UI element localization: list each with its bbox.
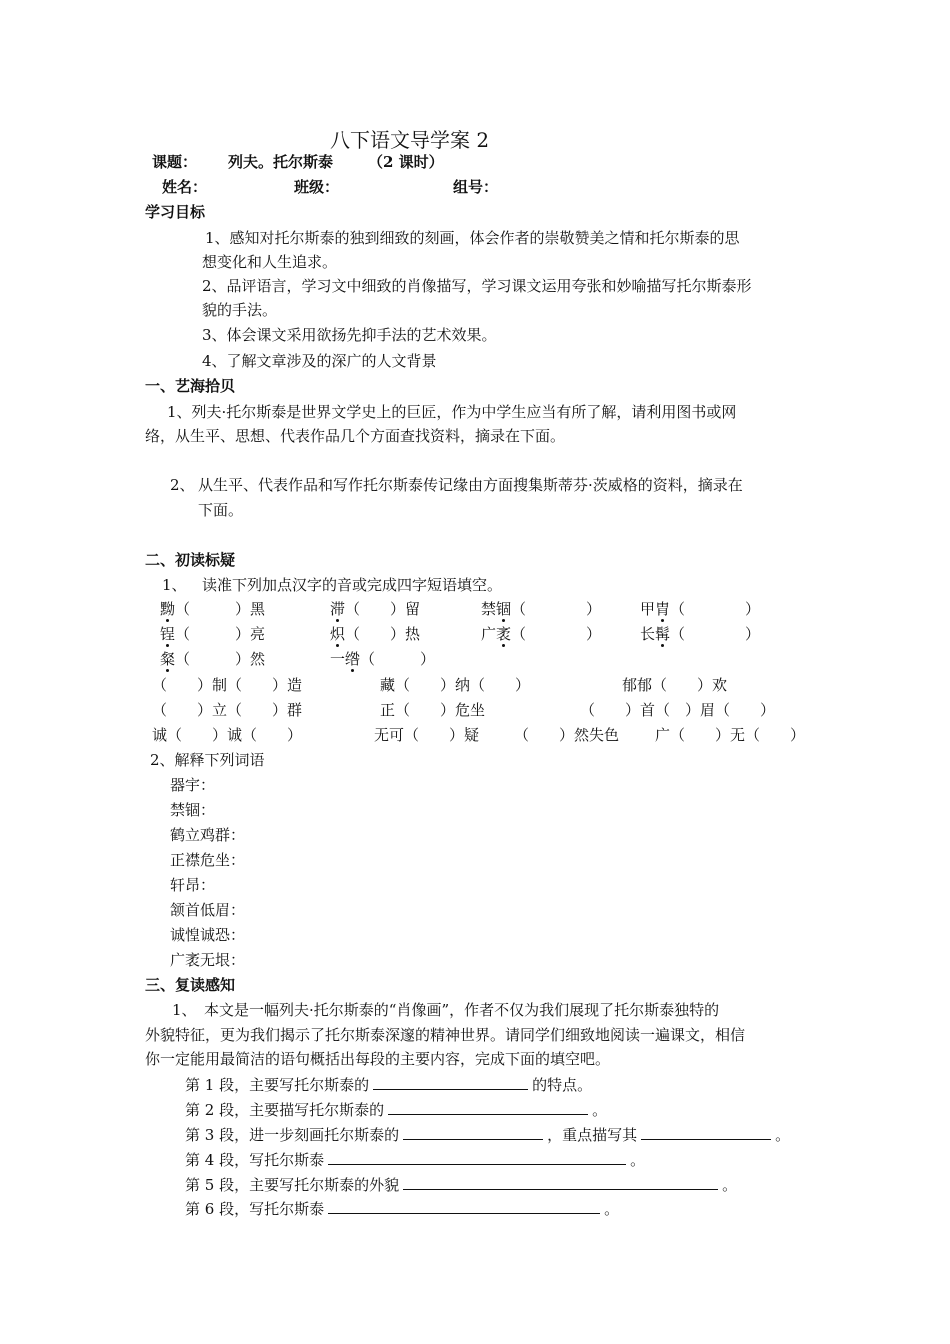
- dotted-char: 炽: [330, 625, 346, 643]
- pinyin-blank: （ ）热: [345, 625, 421, 643]
- fill-suffix: 。: [592, 1101, 608, 1119]
- section-1-paragraph-1-line-1: 1、列夫·托尔斯泰是世界文学史上的巨匠，作为中学生应当有所了解，请利用图书或网: [167, 403, 737, 421]
- pinyin-item: [640, 625, 760, 643]
- page-title: 八下语文导学案 2: [330, 128, 490, 152]
- pinyin-item: [160, 600, 265, 618]
- dotted-char: 粲: [160, 650, 176, 668]
- fill-prefix: 第 5 段，主要写托尔斯泰的外貌: [185, 1176, 400, 1194]
- fill-prefix: 第 4 段，写托尔斯泰: [185, 1151, 325, 1169]
- objective-2-line-2: 貌的手法。: [202, 301, 278, 319]
- phrase-fill: 正（ ）危坐: [380, 701, 486, 719]
- pinyin-blank: （ ）: [670, 625, 761, 643]
- section-1-paragraph-2-line-1: 从生平、代表作品和写作托尔斯泰传记缘由方面搜集斯蒂芬·茨威格的资料，摘录在: [198, 476, 743, 494]
- phrase-fill: 诚（ ）诚（ ）: [152, 726, 303, 744]
- word-item: 广袤无垠：: [170, 951, 246, 969]
- phrase-fill: 藏（ ）纳（ ）: [380, 676, 531, 694]
- fill-line-2: [185, 1100, 607, 1119]
- dotted-char: 黝: [160, 600, 176, 618]
- section-3-paragraph-line-3: 你一定能用最简洁的语句概括出每段的主要内容，完成下面的填空吧。: [145, 1050, 611, 1068]
- pinyin-item: [640, 600, 760, 618]
- fill-prefix: 第 3 段，进一步刻画托尔斯泰的: [185, 1126, 400, 1144]
- answer-blank[interactable]: [373, 1075, 528, 1090]
- pinyin-item: [330, 650, 435, 668]
- plain-char: 长: [640, 625, 656, 643]
- pinyin-blank: （ ）: [670, 600, 761, 618]
- section-3-heading: 三、复读感知: [145, 976, 236, 994]
- word-item: 轩昂：: [170, 876, 216, 894]
- dotted-char: 锃: [160, 625, 176, 643]
- lesson-periods: （2 课时）: [368, 153, 444, 171]
- dotted-char: 胄: [655, 600, 671, 618]
- section-2-heading: 二、初读标疑: [145, 551, 236, 569]
- question-1-text: 读准下列加点汉字的音或完成四字短语填空。: [202, 576, 503, 594]
- word-item: 器宇：: [170, 776, 216, 794]
- fill-suffix: 。: [722, 1176, 738, 1194]
- pinyin-item: [330, 600, 420, 618]
- plain-char: 广: [481, 625, 497, 643]
- phrase-fill: 广（ ）无（ ）: [655, 726, 806, 744]
- word-item: 颔首低眉：: [170, 901, 246, 919]
- question-1-number: 1、: [162, 576, 187, 594]
- fill-line-3: [185, 1125, 790, 1144]
- fill-line-1: [185, 1075, 592, 1094]
- dotted-char: 袤: [496, 625, 512, 643]
- dotted-char: 绺: [345, 650, 361, 668]
- answer-blank[interactable]: [641, 1125, 771, 1140]
- objectives-heading: 学习目标: [145, 203, 206, 221]
- word-item: 正襟危坐：: [170, 851, 246, 869]
- phrase-fill: （ ）制（ ）造: [152, 676, 303, 694]
- pinyin-blank: （ ）留: [345, 600, 421, 618]
- fill-line-4: [185, 1150, 645, 1169]
- objective-3: 3、体会课文采用欲扬先抑手法的艺术效果。: [202, 326, 497, 344]
- pinyin-blank: （ ）黑: [175, 600, 266, 618]
- lesson-value: 列夫。托尔斯泰: [228, 153, 334, 171]
- objective-2-line-1: 2、品评语言，学习文中细致的肖像描写，学习课文运用夸张和妙喻描写托尔斯泰形: [202, 277, 752, 295]
- phrase-fill: 无可（ ）疑: [374, 726, 480, 744]
- answer-blank[interactable]: [403, 1125, 543, 1140]
- section-1-paragraph-1-line-2: 络，从生平、思想、代表作品几个方面查找资料，摘录在下面。: [145, 427, 566, 445]
- pinyin-blank: （ ）: [511, 600, 602, 618]
- phrase-fill: （ ）立（ ）群: [152, 701, 303, 719]
- fill-prefix: 第 2 段，主要描写托尔斯泰的: [185, 1101, 385, 1119]
- plain-char: 甲: [640, 600, 656, 618]
- fill-line-5: [185, 1175, 737, 1194]
- pinyin-item: [481, 600, 601, 618]
- section-3-paragraph-number: 1、: [172, 1001, 197, 1019]
- fill-suffix: 。: [775, 1126, 791, 1144]
- objective-1-line-1: 1、感知对托尔斯泰的独到细致的刻画，体会作者的崇敬赞美之情和托尔斯泰的思: [205, 229, 740, 247]
- phrase-fill: 郁郁（ ）欢: [622, 676, 728, 694]
- pinyin-blank: （ ）: [511, 625, 602, 643]
- objective-4: 4、了解文章涉及的深广的人文背景: [202, 352, 437, 370]
- objective-1-line-2: 想变化和人生追求。: [202, 253, 338, 271]
- phrase-fill: （ ）首（ ）眉（ ）: [580, 701, 776, 719]
- dotted-char: 滞: [330, 600, 346, 618]
- section-3-paragraph-line-2: 外貌特征，更为我们揭示了托尔斯泰深邃的精神世界。请同学们细致地阅读一遍课文，相信: [145, 1026, 746, 1044]
- plain-char: 禁: [481, 600, 497, 618]
- pinyin-item: [330, 625, 420, 643]
- section-3-paragraph-line-1: 本文是一幅列夫·托尔斯泰的“肖像画”，作者不仅为我们展现了托尔斯泰独特的: [204, 1001, 720, 1019]
- word-item: 禁锢：: [170, 801, 216, 819]
- word-item: 诚惶诚恐：: [170, 926, 246, 944]
- pinyin-item: [160, 625, 265, 643]
- pinyin-blank: （ ）亮: [175, 625, 266, 643]
- lesson-label: 课题：: [152, 153, 198, 171]
- pinyin-item: [160, 650, 265, 668]
- pinyin-blank: （ ）然: [175, 650, 266, 668]
- word-item: 鹤立鸡群：: [170, 826, 246, 844]
- answer-blank[interactable]: [328, 1199, 600, 1214]
- answer-blank[interactable]: [328, 1150, 626, 1165]
- name-label: 姓名：: [162, 178, 208, 196]
- class-label: 班级：: [294, 178, 340, 196]
- question-2-heading: 2、解释下列词语: [150, 751, 265, 769]
- pinyin-item: [481, 625, 601, 643]
- fill-prefix: 第 1 段，主要写托尔斯泰的: [185, 1076, 370, 1094]
- fill-middle: ，重点描写其: [547, 1126, 638, 1144]
- section-1-heading: 一、艺海拾贝: [145, 377, 236, 395]
- dotted-char: 锢: [496, 600, 512, 618]
- answer-blank[interactable]: [388, 1100, 588, 1115]
- pinyin-blank: （ ）: [360, 650, 436, 668]
- fill-suffix: 的特点。: [532, 1076, 593, 1094]
- group-label: 组号：: [453, 178, 499, 196]
- fill-suffix: 。: [604, 1200, 620, 1218]
- plain-char: 一: [330, 650, 346, 668]
- phrase-fill: （ ）然失色: [514, 726, 620, 744]
- section-1-paragraph-2-line-2: 下面。: [198, 501, 244, 519]
- answer-blank[interactable]: [403, 1175, 718, 1190]
- dotted-char: 髯: [655, 625, 671, 643]
- fill-suffix: 。: [630, 1151, 646, 1169]
- section-1-paragraph-2-number: 2、: [170, 476, 195, 494]
- fill-line-6: [185, 1199, 619, 1218]
- fill-prefix: 第 6 段，写托尔斯泰: [185, 1200, 325, 1218]
